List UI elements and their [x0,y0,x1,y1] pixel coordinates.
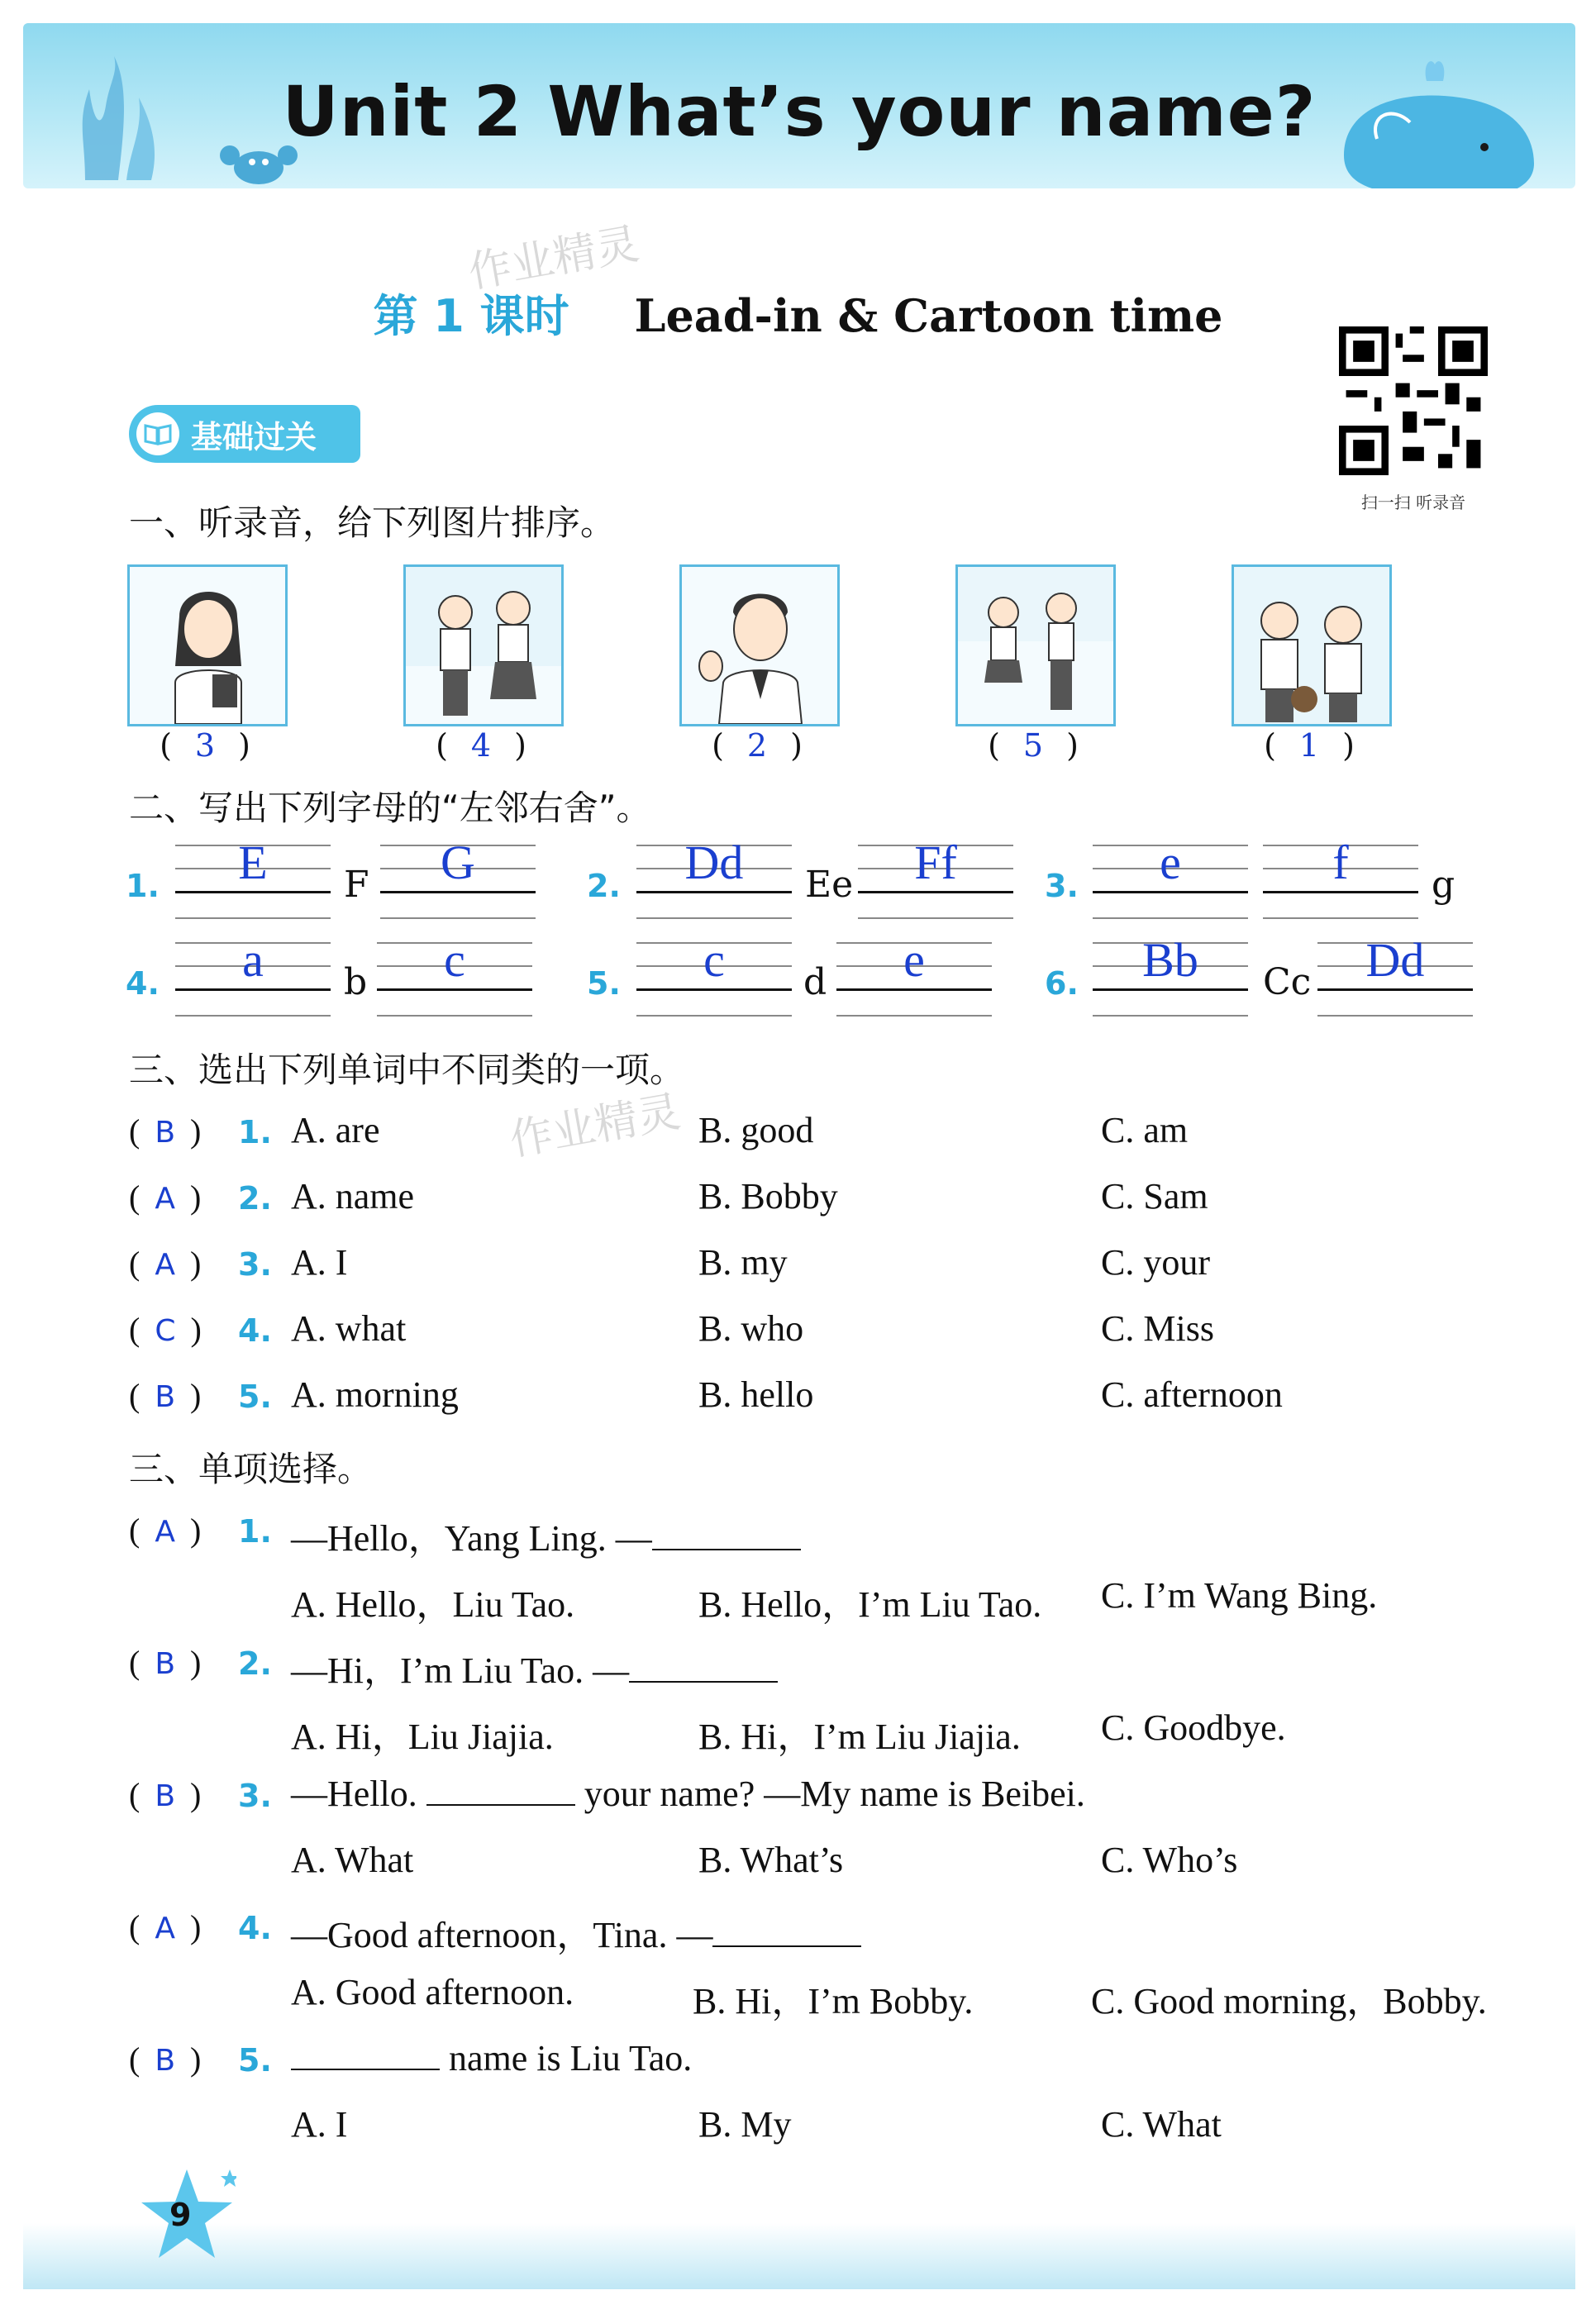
stem-text: —Good afternoon，Tina. — [291,1915,713,1955]
answer-paren: ( B ) [129,1112,202,1150]
answer-blank[interactable] [712,1916,861,1947]
given-letter: g [1432,864,1455,906]
option-c: C. I’m Wang Bing. [1101,1575,1378,1616]
question-stem [291,2037,692,2079]
stem-text: your name? —My name is Beibei. [574,1774,1085,1814]
badge-label: 基础过关 [191,418,317,455]
option-a: A. Hi，Liu Jiajia. [291,1717,554,1757]
answer-paren: ( A ) [129,1512,202,1549]
option-b: B. good [698,1110,814,1150]
option-a: A. what [291,1308,407,1349]
option-a: A. I [291,1242,348,1283]
option-c: C. Sam [1101,1176,1208,1217]
picture-answer: ( 1 ) [1264,727,1355,764]
stem-text: —Hello，Yang Ling. — [291,1518,652,1559]
picture-4 [955,564,1116,726]
option-c: C. your [1101,1242,1210,1283]
option-b: B. Hi，I’m Bobby. [693,1981,974,2021]
item-number: 5. [587,965,621,1002]
stem-text: —Hi，I’m Liu Tao. — [291,1650,630,1691]
option-b: B. who [698,1308,804,1349]
answer-text: G [441,836,475,889]
item-number: 3. [238,1778,272,1814]
section-heading: 三、单项选择。 [129,1449,373,1489]
answer-text[interactable]: A [155,1248,175,1282]
answer-text[interactable]: B [155,1116,176,1150]
letter-blank[interactable] [836,933,992,1017]
answer-paren: ( B ) [129,1644,202,1681]
letter-blank[interactable] [1093,836,1248,919]
option-b: B. What’s [698,1840,844,1880]
lesson-number: 第 1 课时 [373,290,569,342]
answer-text: a [242,933,264,987]
option-b: B. Hello，I’m Liu Tao. [698,1584,1042,1625]
letter-blank[interactable] [1317,933,1473,1017]
picture-5 [1232,564,1392,726]
book-icon [136,412,179,455]
answer-text: Dd [1365,933,1425,987]
option-c: C. am [1101,1110,1189,1150]
item-number: 1. [126,868,160,904]
qr-caption: 扫一扫 听录音 [1360,493,1466,512]
girl-meeting-boy-icon [958,567,1113,724]
answer-paren: ( A ) [129,1908,202,1945]
item-number: 4. [126,965,160,1002]
option-c: C. Goodbye. [1101,1707,1286,1748]
item-number: 2. [238,1645,272,1682]
answer-text: c [444,933,465,987]
answer-text[interactable]: 4 [470,727,492,764]
answer-text: Dd [684,836,744,889]
answer-paren: ( B ) [129,2040,202,2078]
answer-blank[interactable] [426,1774,575,1806]
answer-paren: ( B ) [129,1377,202,1414]
answer-text: e [903,933,925,987]
item-number: 5. [238,1379,272,1415]
picture-answer: ( 3 ) [160,727,250,764]
given-letter: d [803,961,827,1003]
answer-text[interactable]: 1 [1298,727,1320,764]
option-a: A. I [291,2104,348,2145]
letter-blank[interactable] [377,933,532,1017]
answer-blank[interactable] [652,1519,801,1550]
section-heading: 三、选出下列单词中不同类的一项。 [129,1050,685,1090]
boy-waving-icon [682,567,837,724]
option-b: B. Bobby [698,1176,838,1217]
stem-text: —Hello. [291,1774,417,1814]
letter-blank[interactable] [175,933,331,1017]
given-letter: Cc [1263,961,1312,1003]
option-b: B. My [698,2104,792,2145]
letter-blank[interactable] [175,836,331,919]
answer-text: e [1160,836,1181,889]
qr-code-icon[interactable] [1339,326,1488,475]
given-letter: F [344,864,369,906]
answer-paren: ( A ) [129,1179,202,1216]
given-letter: b [344,961,368,1003]
item-number: 5. [238,2042,272,2079]
item-number: 1. [238,1513,272,1550]
answer-text[interactable]: A [155,1182,175,1216]
answer-text[interactable]: B [155,1779,176,1813]
option-a: A. What [291,1840,414,1880]
answer-text[interactable]: C [155,1314,176,1348]
answer-text[interactable]: 3 [194,727,216,764]
picture-answer: ( 2 ) [712,727,803,764]
answer-text: E [238,836,268,889]
picture-answer: ( 5 ) [988,727,1079,764]
item-number: 6. [1045,965,1079,1002]
answer-text: Bb [1142,933,1198,987]
answer-blank[interactable] [629,1651,778,1683]
section-heading: 一、听录音，给下列图片排序。 [129,502,616,543]
question-stem [291,1508,801,1561]
answer-text[interactable]: A [155,1515,175,1549]
item-number: 2. [238,1180,272,1217]
option-c: C. What [1101,2104,1222,2145]
letter-blank[interactable] [636,933,792,1017]
answer-blank[interactable] [291,2039,440,2070]
stem-text: name is Liu Tao. [440,2038,693,2079]
page-number: 9 [169,2197,192,2233]
item-number: 1. [238,1114,272,1150]
unit-title: Unit 2 What’s your name? [282,71,1317,152]
option-b: B. Hi，I’m Liu Jiajia. [698,1717,1021,1757]
answer-text[interactable]: B [155,1380,176,1414]
letter-blank[interactable] [380,836,536,919]
answer-paren: ( C ) [129,1311,202,1348]
answer-text[interactable]: B [155,1647,176,1681]
question-stem [291,1773,1085,1815]
option-a: A. are [291,1110,380,1150]
picture-answer: ( 4 ) [436,727,526,764]
picture-2 [403,564,564,726]
lesson-name: Lead-in & Cartoon time [634,289,1223,342]
header-banner [23,23,1575,188]
answer-text[interactable]: 2 [746,727,768,764]
whale-icon [1327,56,1551,188]
option-c: C. Who’s [1101,1840,1238,1880]
option-c: C. Good morning，Bobby. [1091,1981,1487,2021]
option-a: A. Hello，Liu Tao. [291,1584,575,1625]
item-number: 3. [238,1246,272,1283]
answer-text: c [703,933,725,987]
option-a: A. morning [291,1374,459,1415]
item-number: 4. [238,1910,272,1946]
watermark: 作业精灵 [506,1087,684,1166]
two-boys-greeting-icon [1234,567,1389,724]
option-c: C. Miss [1101,1308,1214,1349]
option-b: B. hello [698,1374,814,1415]
picture-1 [127,564,288,726]
girl-holding-book-icon [130,567,285,724]
question-stem [291,1640,778,1693]
letter-blank[interactable] [636,836,792,919]
answer-text[interactable]: 5 [1022,727,1044,764]
section-badge [129,405,360,463]
section-heading: 二、写出下列字母的“左邻右舍”。 [129,788,651,828]
answer-text[interactable]: A [155,1912,175,1945]
letter-blank[interactable] [1093,933,1248,1017]
answer-paren: ( B ) [129,1776,202,1813]
answer-text: Ff [914,836,957,889]
option-a: A. name [291,1176,415,1217]
boy-and-girl-walking-icon [406,567,561,724]
item-number: 4. [238,1312,272,1349]
footer-band [23,2223,1575,2289]
answer-paren: ( A ) [129,1245,202,1282]
letter-blank[interactable] [858,836,1013,919]
item-number: 2. [587,868,621,904]
option-c: C. afternoon [1101,1374,1283,1415]
answer-text: f [1332,836,1349,889]
question-stem [291,1905,861,1958]
option-a: A. Good afternoon. [291,1972,574,2012]
answer-text[interactable]: B [155,2044,176,2078]
given-letter: Ee [805,864,854,906]
item-number: 3. [1045,868,1079,904]
option-b: B. my [698,1242,788,1283]
picture-3 [679,564,840,726]
watermark: 作业精灵 [465,219,643,298]
letter-blank[interactable] [1263,836,1418,919]
